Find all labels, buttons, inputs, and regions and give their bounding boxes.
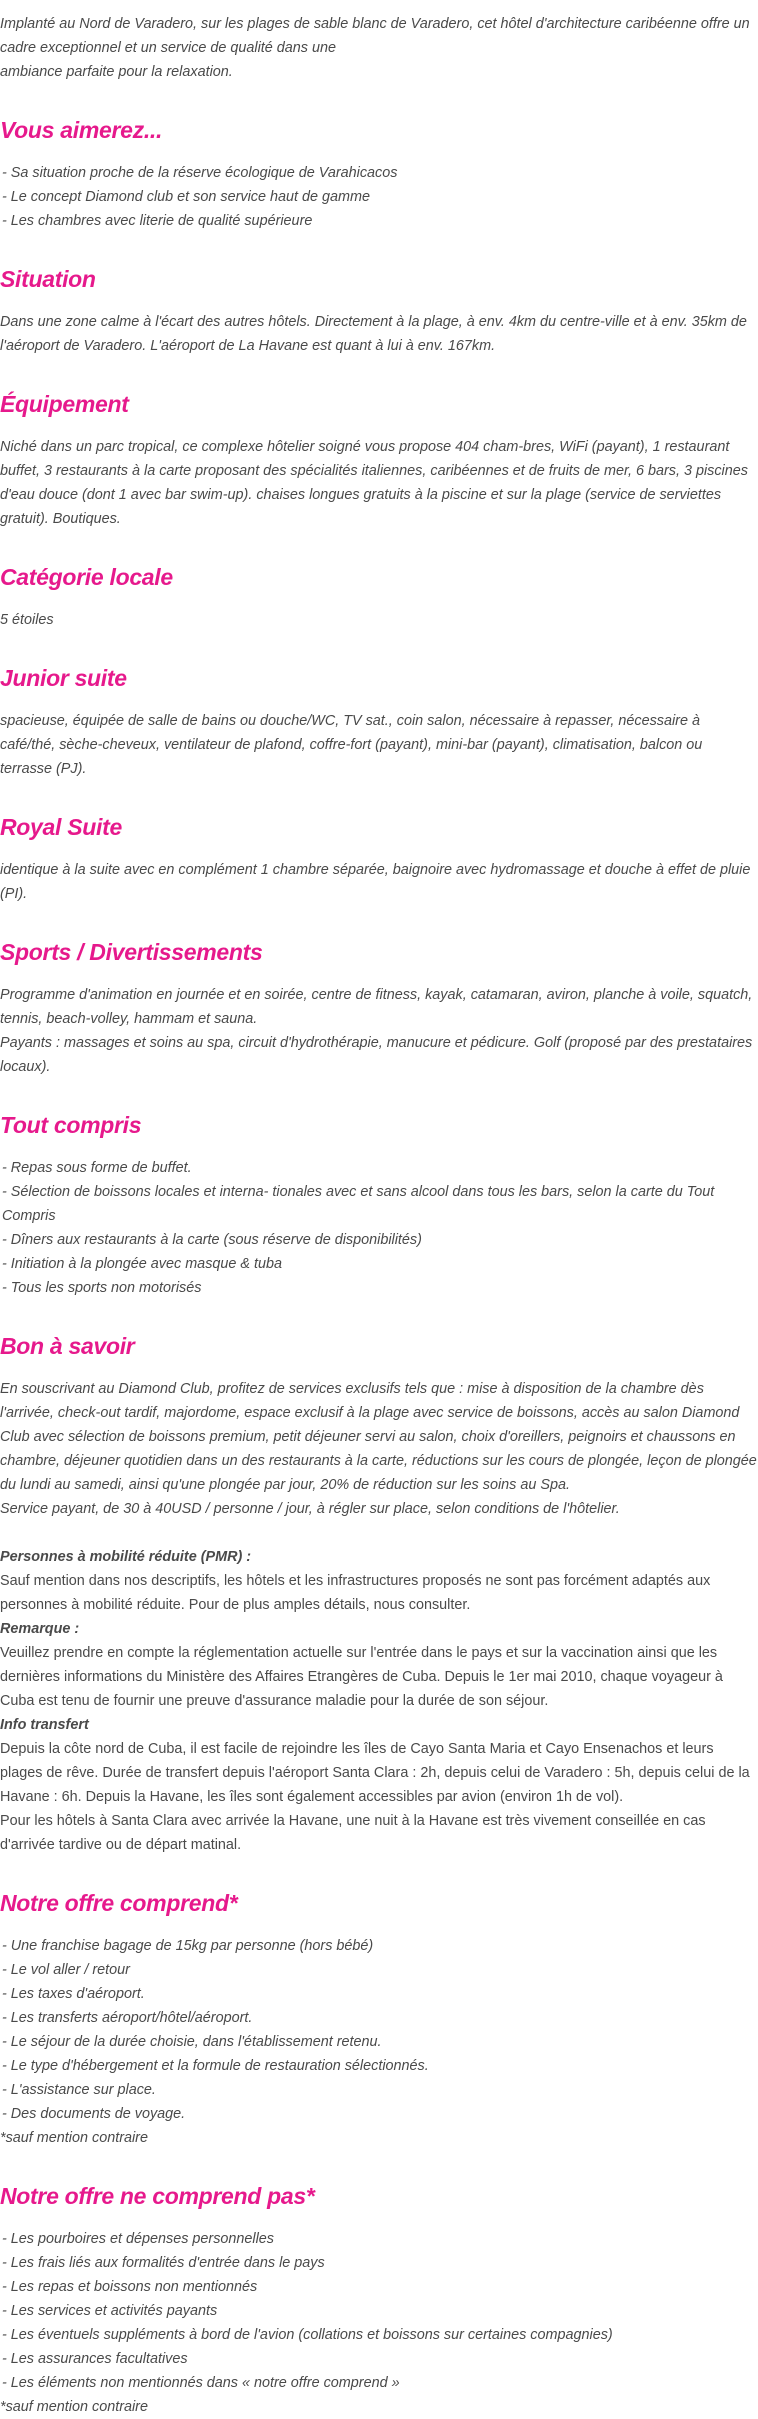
list-item: - Les éventuels suppléments à bord de l'avion (collations et boissons sur certaines compagnies)	[2, 2327, 613, 2343]
section-text: spacieuse, équipée de salle de bains ou douche/WC, TV sat., coin salon, nécessaire à repasser, nécessaire à café/thé, sèche-cheveux, ventilateur de plafond, coffre-fort (payant), mini-bar (payant), climatisation, balcon ou terrasse (PJ).	[0, 713, 703, 777]
list-item: - Le séjour de la durée choisie, dans l'établissement retenu.	[2, 2034, 382, 2050]
intro-text: Implanté au Nord de Varadero, sur les plages de sable blanc de Varadero, cet hôtel d'architecture caribéenne offre un cadre exceptionnel et un service de qualité dans une ambiance parfaite pour la relaxation.	[0, 16, 750, 80]
section-text: Dans une zone calme à l'écart des autres hôtels. Directement à la plage, à env. 4km du centre-ville et à env. 35km de l'aéroport de Varadero. L'aéroport de La Havane est quant à lui à env. 167km.	[0, 314, 747, 354]
remarque-label: Remarque :	[0, 1621, 80, 1637]
section-text: En souscrivant au Diamond Club, profitez de services exclusifs tels que : mise à disposition de la chambre dès l'arrivée, check-out tardif, majordome, espace exclusif à la plage avec service de boissons, accès au salon Diamond Club avec sélection de boissons premium, petit déjeuner servi au salon, choix d'oreillers, peignoirs et chaussons en chambre, déjeuner quotidien dans un des restaurants à la carte, réductions sur les cours de plongée, leçon de plongée du lundi au samedi, ainsi qu'une plongée par jour, 20% de réduction sur les soins au Spa. Service payant, de 30 à 40USD / personne / jour, à régler sur place, selon conditions de l'hôtelier.	[0, 1381, 757, 1517]
list-item: - Les éléments non mentionnés dans « notre offre comprend »	[2, 2375, 400, 2391]
pmr-label: Personnes à mobilité réduite (PMR) :	[0, 1549, 252, 1565]
section-text: Programme d'animation en journée et en soirée, centre de fitness, kayak, catamaran, aviron, planche à voile, squatch, tennis, beach-volley, hammam et sauna. Payants : massages et soins au spa, circuit d'hydrothérapie, manucure et pédicure. Golf (proposé par des prestataires locaux).	[0, 987, 753, 1075]
list-item: - Les transferts aéroport/hôtel/aéroport.	[2, 2010, 253, 2026]
list-item: - Les services et activités payants	[2, 2303, 218, 2319]
section-sports	[0, 937, 758, 1079]
list-item: - Des documents de voyage.	[2, 2106, 186, 2122]
transfert-text: Depuis la côte nord de Cuba, il est facile de rejoindre les îles de Cayo Santa Maria et Cayo Ensenachos et leurs plages de rêve. Durée de transfert depuis l'aéroport Santa Clara : 2h, depuis celui de Varadero : 5h, depuis celui de la Havane : 6h. Depuis la Havane, les îles sont également accessibles par avion (environ 1h de vol). Pour les hôtels à Santa Clara avec arrivée la Havane, une nuit à la Havane est très vivement conseillée en cas d'arrivée tardive ou de départ matinal.	[0, 1741, 750, 1853]
spacer	[0, 1521, 758, 1545]
list-item: - Le vol aller / retour	[2, 1962, 130, 1978]
highlights-list	[0, 161, 758, 233]
section-text: 5 étoiles	[0, 612, 54, 628]
section-title: Royal Suite	[0, 814, 122, 840]
transfert-label: Info transfert	[0, 1717, 89, 1733]
section-title: Catégorie locale	[0, 564, 173, 590]
list-item: - Dîners aux restaurants à la carte (sous réserve de disponibilités)	[2, 1232, 422, 1248]
list-item: - Les taxes d'aéroport.	[2, 1986, 145, 2002]
list-item: - Repas sous forme de buffet.	[2, 1160, 192, 1176]
section-categorie	[0, 562, 758, 632]
section-title: Bon à savoir	[0, 1333, 135, 1359]
section-title: Junior suite	[0, 665, 127, 691]
list-item: - Le type d'hébergement et la formule de restauration sélectionnés.	[2, 2058, 429, 2074]
excluded-list	[0, 2227, 758, 2395]
section-text: identique à la suite avec en complément 1 chambre séparée, baignoire avec hydromassage et douche à effet de pluie (PI).	[0, 862, 751, 902]
section-title: Notre offre comprend*	[0, 1890, 238, 1916]
section-equipement	[0, 389, 758, 531]
list-item: - L'assistance sur place.	[2, 2082, 156, 2098]
section-title: Notre offre ne comprend pas*	[0, 2183, 315, 2209]
section-tout-compris	[0, 1110, 758, 1300]
footnote: *sauf mention contraire	[0, 2130, 148, 2146]
section-vous-aimerez	[0, 115, 758, 233]
section-title: Situation	[0, 266, 96, 292]
section-title: Vous aimerez...	[0, 117, 163, 143]
section-situation	[0, 264, 758, 358]
list-item: - Les pourboires et dépenses personnelles	[2, 2231, 274, 2247]
list-item: - Le concept Diamond club et son service haut de gamme	[2, 189, 370, 205]
section-offre-ne-comprend-pas	[0, 2181, 758, 2419]
remarque-text: Veuillez prendre en compte la réglementation actuelle sur l'entrée dans le pays et sur la vaccination ainsi que les dernières informations du Ministère des Affaires Etrangères de Cuba. Depuis le 1er mai 2010, chaque voyageur à Cuba est tenu de fournir une preuve d'assurance maladie pour la durée de son séjour.	[0, 1645, 723, 1709]
section-offre-comprend	[0, 1888, 758, 2150]
list-item: - Les assurances facultatives	[2, 2351, 188, 2367]
list-item: - Sa situation proche de la réserve écologique de Varahicacos	[2, 165, 398, 181]
list-item: - Les chambres avec literie de qualité supérieure	[2, 213, 313, 229]
list-item: - Les repas et boissons non mentionnés	[2, 2279, 258, 2295]
section-title: Tout compris	[0, 1112, 142, 1138]
list-item: - Tous les sports non motorisés	[2, 1280, 202, 1296]
included-list	[0, 1934, 758, 2126]
section-bon-a-savoir	[0, 1331, 758, 1857]
list-item: - Une franchise bagage de 15kg par personne (hors bébé)	[2, 1938, 374, 1954]
section-text: Niché dans un parc tropical, ce complexe hôtelier soigné vous propose 404 cham-bres, WiFi (payant), 1 restaurant buffet, 3 restaurants à la carte proposant des spécialités italiennes, caribéennes et de fruits de mer, 6 bars, 3 piscines d'eau douce (dont 1 avec bar swim-up). chaises longues gratuits à la piscine et sur la plage (service de serviettes gratuit). Boutiques.	[0, 439, 748, 527]
all-inclusive-list	[0, 1156, 758, 1300]
section-royal-suite	[0, 812, 758, 906]
list-item: - Les frais liés aux formalités d'entrée dans le pays	[2, 2255, 325, 2271]
section-title: Équipement	[0, 391, 129, 417]
section-junior-suite	[0, 663, 758, 781]
pmr-text: Sauf mention dans nos descriptifs, les hôtels et les infrastructures proposés ne sont pas forcément adaptés aux personnes à mobilité réduite. Pour de plus amples détails, nous consulter.	[0, 1573, 711, 1613]
section-title: Sports / Divertissements	[0, 939, 263, 965]
list-item: - Initiation à la plongée avec masque & tuba	[2, 1256, 282, 1272]
list-item: - Sélection de boissons locales et interna- tionales avec et sans alcool dans tous les bars, selon la carte du Tout Compris	[2, 1184, 715, 1224]
footnote: *sauf mention contraire	[0, 2399, 148, 2415]
